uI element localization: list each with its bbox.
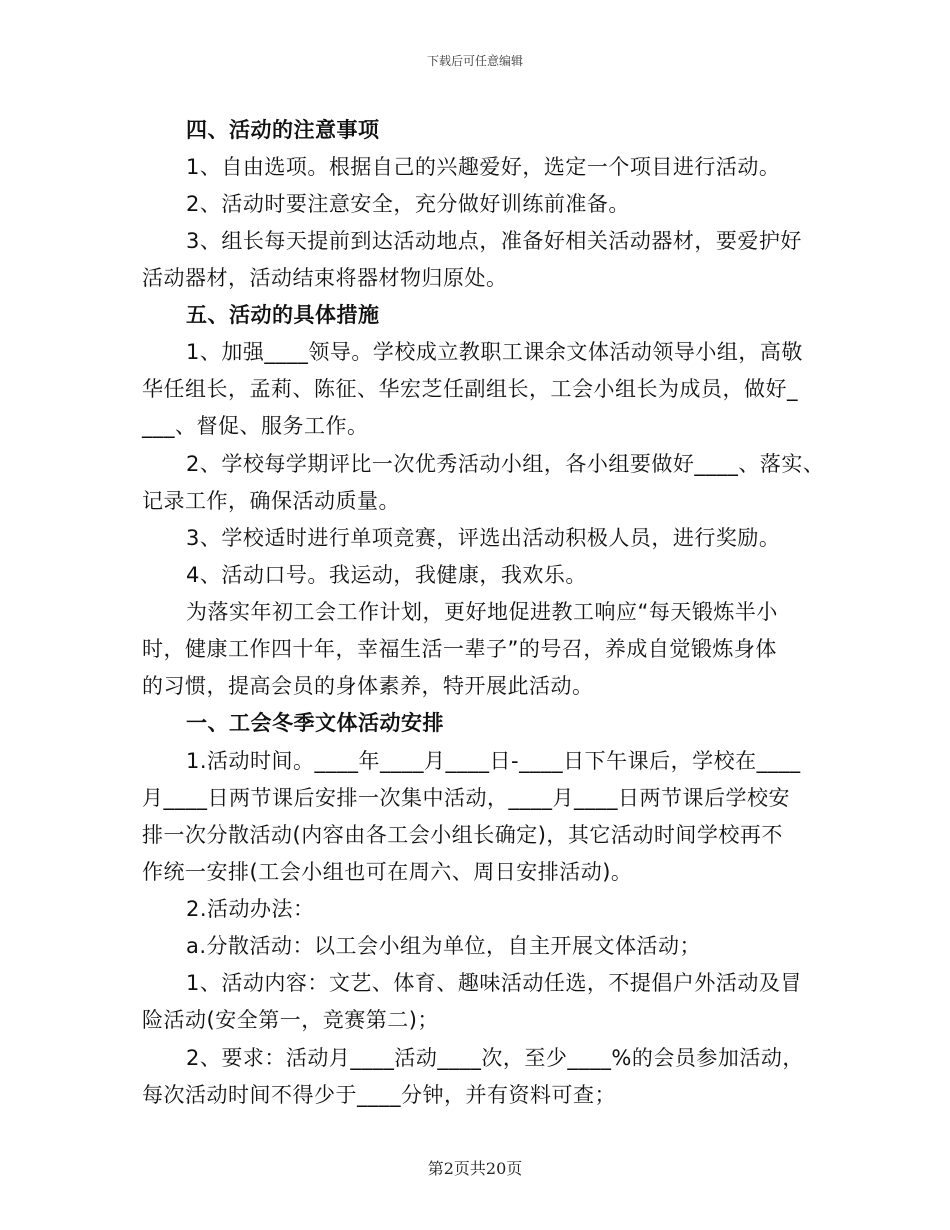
paragraph-line: a.分散活动：以工会小组为单位，自主开展文体活动； xyxy=(186,934,702,958)
paragraph-line: 3、组长每天提前到达活动地点，准备好相关活动器材，要爱护好 xyxy=(186,229,802,253)
paragraph-line: 2、活动时要注意安全，充分做好训练前准备。 xyxy=(186,192,630,216)
page-header: 下载后可任意编辑 xyxy=(426,54,523,68)
paragraph-line: 活动器材，活动结束将器材物归原处。 xyxy=(142,266,508,290)
paragraph-line: 险活动(安全第一，竞赛第二)； xyxy=(142,1008,439,1032)
paragraph-line: 排一次分散活动(内容由各工会小组长确定)，其它活动时间学校再不 xyxy=(142,823,783,847)
paragraph-line: 1、活动内容：文艺、体育、趣味活动任选，不提倡户外活动及冒 xyxy=(186,971,802,995)
paragraph-line: 2、要求：活动月____活动____次，至少____%的会员参加活动， xyxy=(186,1046,804,1070)
paragraph-line: 2、学校每学期评比一次优秀活动小组，各小组要做好____、落实、 xyxy=(186,452,825,476)
paragraph-line: 时，健康工作四十年，幸福生活一辈子”的号召，养成自觉锻炼身体 xyxy=(142,637,777,661)
paragraph-line: 2.活动办法： xyxy=(186,897,315,921)
paragraph-line: 1.活动时间。____年____月____日-____日下午课后，学校在____ xyxy=(186,749,801,773)
paragraph-line: 记录工作，确保活动质量。 xyxy=(142,489,400,513)
paragraph-line: 的习惯，提高会员的身体素养，特开展此活动。 xyxy=(142,674,594,698)
section-heading-1: 一、工会冬季文体活动安排 xyxy=(186,711,444,735)
section-heading-5: 五、活动的具体措施 xyxy=(186,303,380,327)
paragraph-line: 1、加强____领导。学校成立教职工课余文体活动领导小组，高敬 xyxy=(186,340,803,364)
paragraph-line: 月____日两节课后安排一次集中活动，____月____日两节课后学校安 xyxy=(142,786,790,810)
paragraph-line: 3、学校适时进行单项竞赛，评选出活动积极人员，进行奖励。 xyxy=(186,526,781,550)
paragraph-line: 华任组长，孟莉、陈征、华宏芝任副组长，工会小组长为成员，做好_ xyxy=(142,377,798,401)
paragraph-line: ___、督促、服务工作。 xyxy=(142,414,369,438)
paragraph-line: 每次活动时间不得少于____分钟，并有资料可查； xyxy=(142,1083,616,1107)
paragraph-line: 作统一安排(工会小组也可在周六、周日安排活动)。 xyxy=(142,860,633,884)
paragraph-line: 1、自由选项。根据自己的兴趣爱好，选定一个项目进行活动。 xyxy=(186,155,781,179)
paragraph-line: 为落实年初工会工作计划，更好地促进教工响应“每天锻炼半小 xyxy=(186,600,778,624)
page-number: 第2页共20页 xyxy=(427,1159,523,1178)
section-heading-4: 四、活动的注意事项 xyxy=(186,118,380,142)
paragraph-line: 4、活动口号。我运动，我健康，我欢乐。 xyxy=(186,563,587,587)
